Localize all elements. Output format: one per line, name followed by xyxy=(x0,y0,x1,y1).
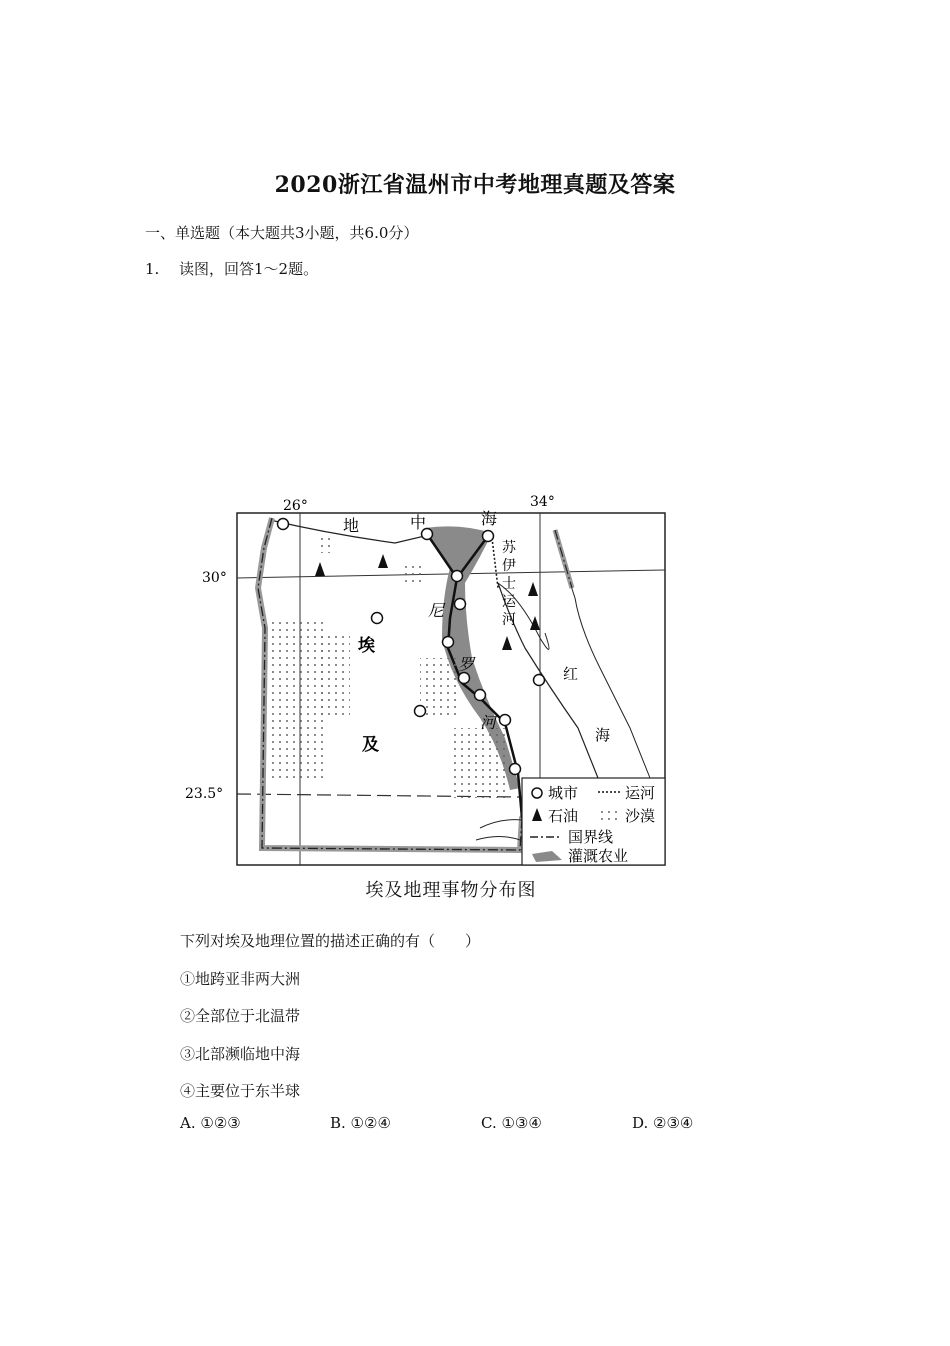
egypt-map-figure xyxy=(180,488,680,908)
city-marker xyxy=(443,637,454,648)
country-label-char: 埃 xyxy=(358,636,375,656)
canal-label-char: 运 xyxy=(502,594,516,610)
city-marker xyxy=(510,764,521,775)
city-marker xyxy=(459,673,470,684)
city-marker xyxy=(372,613,383,624)
legend-desert-label: 沙漠 xyxy=(625,807,656,825)
red-sea-label-char: 红 xyxy=(563,665,579,683)
red-sea-label-char: 海 xyxy=(595,726,611,744)
desert-west-2 xyxy=(320,633,350,718)
lake-nasser-lines xyxy=(476,820,522,840)
city-marker xyxy=(534,675,545,686)
desert-north xyxy=(320,538,335,553)
sea-label-char: 中 xyxy=(410,513,427,532)
legend-oil-label: 石油 xyxy=(548,807,579,825)
answer-options xyxy=(180,1114,800,1138)
lat-30-label: 30° xyxy=(202,570,227,586)
option-b[interactable]: B. ①②④ xyxy=(330,1114,391,1132)
lon-26-label: 26° xyxy=(283,498,308,514)
city-marker xyxy=(452,571,463,582)
city-marker xyxy=(500,715,511,726)
city-marker xyxy=(483,531,494,542)
map-caption: 埃及地理事物分布图 xyxy=(365,880,537,901)
option-a[interactable]: A. ①②③ xyxy=(180,1114,241,1132)
egypt-map xyxy=(180,488,680,908)
canal-label-char: 河 xyxy=(502,612,516,628)
question-number: 1. xyxy=(145,260,160,278)
oil-marker xyxy=(528,582,538,596)
canal-label-char: 士 xyxy=(502,576,516,592)
legend-irrigation-label: 灌溉农业 xyxy=(568,847,629,865)
river-label-char: 河 xyxy=(480,713,497,732)
statement-3: ③北部濒临地中海 xyxy=(180,1045,301,1063)
canal-label-char: 苏 xyxy=(502,540,516,556)
option-c[interactable]: C. ①③④ xyxy=(481,1114,542,1132)
canal-label-char: 伊 xyxy=(502,558,516,574)
statement-1: ①地跨亚非两大洲 xyxy=(180,970,301,988)
city-marker xyxy=(475,690,486,701)
question-prompt: 读图，回答1～2题。 xyxy=(179,260,319,278)
oil-marker xyxy=(502,636,512,650)
desert-central xyxy=(420,658,460,718)
section-heading: 一、单选题（本大题共3小题，共6.0分） xyxy=(145,224,419,242)
question-1 xyxy=(145,258,318,279)
oil-marker xyxy=(315,562,325,576)
river-label-char: 罗 xyxy=(458,655,475,674)
country-label-char: 及 xyxy=(362,735,379,755)
legend-city-label: 城市 xyxy=(548,784,579,802)
legend-desert-symbol xyxy=(598,806,620,820)
suez-canal xyxy=(492,538,498,588)
legend-border-label: 国界线 xyxy=(568,828,614,846)
river-label-char: 尼 xyxy=(428,601,445,620)
city-marker xyxy=(415,706,426,717)
legend-canal-label: 运河 xyxy=(625,784,656,802)
sea-label-char: 海 xyxy=(481,509,498,528)
page-title: 2020浙江省温州市中考地理真题及答案 xyxy=(274,172,676,198)
option-d[interactable]: D. ②③④ xyxy=(632,1114,694,1132)
city-marker xyxy=(455,599,466,610)
sub-question-stem: 下列对埃及地理位置的描述正确的有（ ） xyxy=(180,932,481,950)
desert-south xyxy=(450,728,505,798)
city-marker xyxy=(278,519,289,530)
lat-23-5-label: 23.5° xyxy=(185,786,224,802)
oil-marker xyxy=(378,554,388,568)
desert-north-2 xyxy=(402,563,422,585)
desert-west xyxy=(270,618,325,778)
sea-label-char: 地 xyxy=(343,516,360,535)
statement-4: ④主要位于东半球 xyxy=(180,1082,301,1100)
lon-34-label: 34° xyxy=(530,494,555,510)
statement-2: ②全部位于北温带 xyxy=(180,1007,301,1025)
legend-city-symbol xyxy=(532,788,542,798)
